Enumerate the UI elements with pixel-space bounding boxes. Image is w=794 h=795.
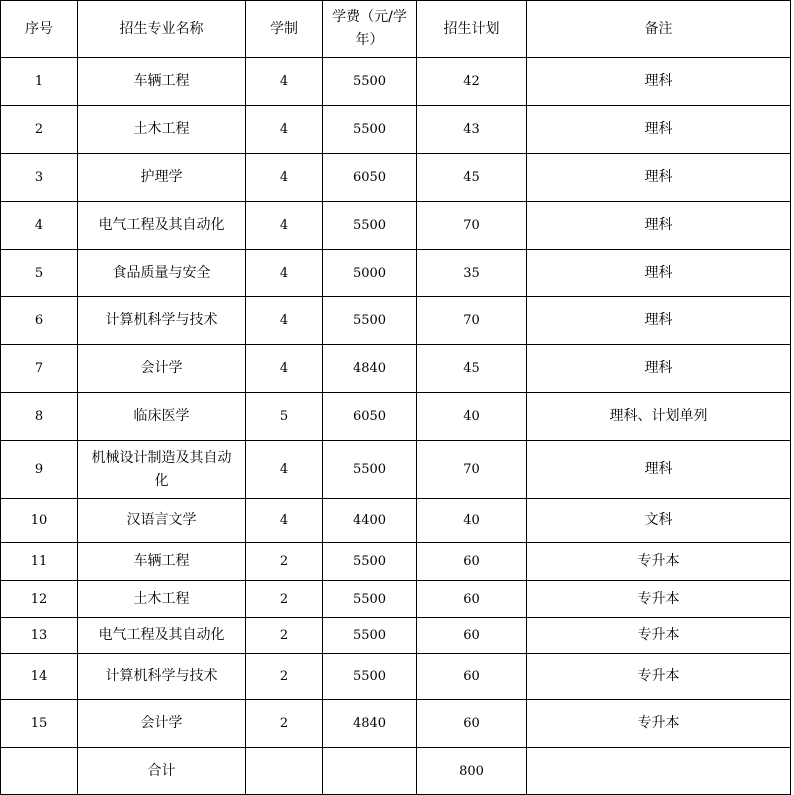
- cell-note: 理科: [527, 154, 791, 202]
- cell-no: 5: [1, 250, 78, 297]
- header-row: [1, 1, 791, 58]
- cell-note: 理科: [527, 345, 791, 393]
- cell-plan: 40: [417, 499, 527, 543]
- cell-years: 4: [246, 441, 323, 499]
- cell-plan: 35: [417, 250, 527, 297]
- cell-major: 护理学: [78, 154, 246, 202]
- total-row: [1, 748, 791, 795]
- cell-plan: 42: [417, 58, 527, 106]
- cell-major: 会计学: [78, 700, 246, 748]
- table-row: [1, 297, 791, 345]
- table-row: [1, 618, 791, 654]
- cell-years: 5: [246, 393, 323, 441]
- cell-fee: 5500: [323, 441, 417, 499]
- cell-note: 专升本: [527, 654, 791, 700]
- cell-note: 理科: [527, 202, 791, 250]
- cell-years: 2: [246, 654, 323, 700]
- cell-major: 车辆工程: [78, 58, 246, 106]
- cell-plan: 45: [417, 154, 527, 202]
- header-cell-note: 备注: [527, 1, 791, 58]
- cell-note: 理科: [527, 250, 791, 297]
- cell-fee: 5500: [323, 618, 417, 654]
- cell-note: 专升本: [527, 618, 791, 654]
- cell-fee: 5500: [323, 581, 417, 618]
- table-row: [1, 250, 791, 297]
- total-label: 合计: [78, 748, 246, 795]
- cell-note: 专升本: [527, 581, 791, 618]
- cell-fee: 5500: [323, 297, 417, 345]
- cell-fee: 5500: [323, 543, 417, 581]
- total-plan: 800: [417, 748, 527, 795]
- cell-major: 电气工程及其自动化: [78, 618, 246, 654]
- cell-years: 2: [246, 618, 323, 654]
- cell-no: 9: [1, 441, 78, 499]
- cell-no: 15: [1, 700, 78, 748]
- table-row: [1, 543, 791, 581]
- header-cell-no: 序号: [1, 1, 78, 58]
- table-row: [1, 58, 791, 106]
- cell-years: 4: [246, 202, 323, 250]
- cell-major: 计算机科学与技术: [78, 654, 246, 700]
- cell-note: 理科: [527, 106, 791, 154]
- cell-no: 14: [1, 654, 78, 700]
- cell-major: 食品质量与安全: [78, 250, 246, 297]
- cell-no: 2: [1, 106, 78, 154]
- cell-years: 4: [246, 154, 323, 202]
- cell-no: 8: [1, 393, 78, 441]
- cell-no: 13: [1, 618, 78, 654]
- table-row: [1, 154, 791, 202]
- cell-years: 2: [246, 581, 323, 618]
- cell-years: 4: [246, 106, 323, 154]
- cell-plan: 60: [417, 700, 527, 748]
- cell-years: 4: [246, 297, 323, 345]
- cell-plan: 60: [417, 543, 527, 581]
- cell-fee: 5000: [323, 250, 417, 297]
- cell-fee: 6050: [323, 393, 417, 441]
- cell-note: 文科: [527, 499, 791, 543]
- cell-major: 机械设计制造及其自动化: [78, 441, 246, 499]
- cell-no: 4: [1, 202, 78, 250]
- cell-fee: 5500: [323, 58, 417, 106]
- table-row: [1, 106, 791, 154]
- cell-note: 理科: [527, 441, 791, 499]
- total-cell-note: [527, 748, 791, 795]
- cell-no: 11: [1, 543, 78, 581]
- cell-fee: 4840: [323, 345, 417, 393]
- cell-no: 3: [1, 154, 78, 202]
- cell-fee: 5500: [323, 202, 417, 250]
- cell-plan: 40: [417, 393, 527, 441]
- cell-note: 专升本: [527, 543, 791, 581]
- total-cell-no: [1, 748, 78, 795]
- cell-major: 临床医学: [78, 393, 246, 441]
- cell-major: 会计学: [78, 345, 246, 393]
- cell-major: 电气工程及其自动化: [78, 202, 246, 250]
- header-cell-fee: 学费（元/学年）: [323, 1, 417, 58]
- table-row: [1, 393, 791, 441]
- table-row: [1, 441, 791, 499]
- cell-no: 1: [1, 58, 78, 106]
- cell-years: 4: [246, 499, 323, 543]
- cell-major: 计算机科学与技术: [78, 297, 246, 345]
- table-row: [1, 700, 791, 748]
- cell-major: 土木工程: [78, 106, 246, 154]
- cell-fee: 6050: [323, 154, 417, 202]
- table-row: [1, 499, 791, 543]
- cell-fee: 4400: [323, 499, 417, 543]
- cell-note: 理科: [527, 58, 791, 106]
- cell-major: 车辆工程: [78, 543, 246, 581]
- total-cell-years: [246, 748, 323, 795]
- cell-note: 理科、计划单列: [527, 393, 791, 441]
- cell-note: 理科: [527, 297, 791, 345]
- cell-plan: 70: [417, 202, 527, 250]
- cell-note: 专升本: [527, 700, 791, 748]
- total-cell-fee: [323, 748, 417, 795]
- cell-plan: 70: [417, 441, 527, 499]
- cell-plan: 43: [417, 106, 527, 154]
- cell-years: 4: [246, 250, 323, 297]
- cell-major: 汉语言文学: [78, 499, 246, 543]
- cell-plan: 60: [417, 618, 527, 654]
- cell-no: 7: [1, 345, 78, 393]
- cell-plan: 60: [417, 654, 527, 700]
- cell-no: 6: [1, 297, 78, 345]
- cell-fee: 4840: [323, 700, 417, 748]
- cell-plan: 70: [417, 297, 527, 345]
- cell-plan: 45: [417, 345, 527, 393]
- cell-plan: 60: [417, 581, 527, 618]
- header-cell-major: 招生专业名称: [78, 1, 246, 58]
- table-row: [1, 202, 791, 250]
- table-row: [1, 581, 791, 618]
- cell-fee: 5500: [323, 654, 417, 700]
- cell-no: 10: [1, 499, 78, 543]
- cell-years: 4: [246, 58, 323, 106]
- cell-years: 2: [246, 700, 323, 748]
- cell-no: 12: [1, 581, 78, 618]
- header-cell-plan: 招生计划: [417, 1, 527, 58]
- cell-major: 土木工程: [78, 581, 246, 618]
- table-row: [1, 345, 791, 393]
- cell-years: 4: [246, 345, 323, 393]
- cell-fee: 5500: [323, 106, 417, 154]
- table-row: [1, 654, 791, 700]
- cell-years: 2: [246, 543, 323, 581]
- header-cell-years: 学制: [246, 1, 323, 58]
